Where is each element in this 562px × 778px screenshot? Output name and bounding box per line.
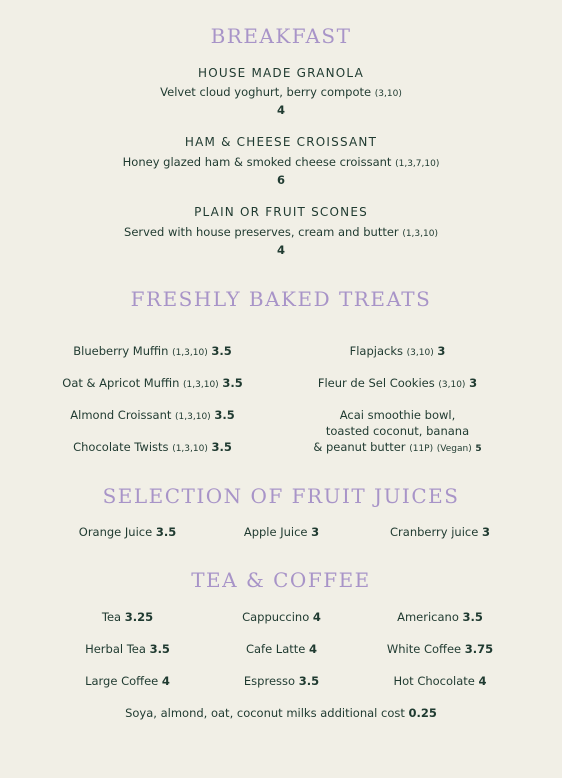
- acai-line1: Acai smoothie bowl,: [339, 408, 456, 422]
- treat-allergens: (1,3,10): [183, 380, 219, 390]
- croissant-price: 6: [276, 173, 285, 187]
- juice-price: 3: [311, 525, 320, 539]
- drink-price: 3.25: [124, 610, 154, 624]
- juice-price: 3.5: [155, 525, 177, 539]
- treat-name: Oat & Apricot Muffin: [62, 376, 180, 390]
- granola-desc-text: Velvet cloud yoghurt, berry compote: [160, 85, 372, 99]
- croissant-desc: [0, 155, 562, 169]
- granola-desc: [0, 85, 562, 99]
- treat-left-0: [40, 344, 265, 358]
- drink-price: 4: [312, 610, 321, 624]
- treat-allergens: (1,3,10): [172, 348, 208, 358]
- treat-name: Flapjacks: [349, 344, 403, 358]
- drink-0-1: [214, 610, 349, 624]
- drink-price: 4: [309, 642, 318, 656]
- tea-title: TEA & COFFEE: [191, 568, 371, 592]
- juice-2: [370, 525, 510, 539]
- treats-title: FRESHLY BAKED TREATS: [130, 287, 432, 311]
- juice-0: [60, 525, 195, 539]
- drink-price: 3.5: [149, 642, 170, 656]
- drink-1-2: [370, 642, 510, 656]
- treat-price: 3: [437, 344, 446, 358]
- juices-title: SELECTION OF FRUIT JUICES: [102, 484, 460, 508]
- juice-1: [214, 525, 349, 539]
- drink-name: Espresso: [243, 674, 296, 688]
- drink-price: 4: [161, 674, 170, 688]
- scones-allergens: (1,3,10): [402, 229, 438, 239]
- drink-price: 3.5: [298, 674, 320, 688]
- juice-name: Apple Juice: [243, 525, 308, 539]
- scones-name: PLAIN OR FRUIT SCONES: [194, 205, 368, 219]
- drink-2-0: [60, 674, 195, 688]
- drink-name: Large Coffee: [85, 674, 159, 688]
- drink-name: Tea: [101, 610, 122, 624]
- drink-price: 4: [478, 674, 487, 688]
- treat-left-1: [40, 376, 265, 390]
- treat-allergens: (3,10): [438, 380, 466, 390]
- drink-2-1: [214, 674, 349, 688]
- acai-vegan: (Vegan): [436, 444, 472, 454]
- juice-name: Cranberry juice: [390, 525, 479, 539]
- treat-price: 3.5: [211, 440, 232, 454]
- treat-allergens: (1,3,10): [175, 412, 211, 422]
- milk-note-text: Soya, almond, oat, coconut milks additional cost: [125, 706, 405, 720]
- treat-allergens: (1,3,10): [172, 444, 208, 454]
- treat-price: 3.5: [222, 376, 243, 390]
- milk-note-price: 0.25: [408, 706, 437, 720]
- drink-0-0: [60, 610, 195, 624]
- croissant-desc-text: Honey glazed ham & smoked cheese croissant: [122, 155, 392, 169]
- granola-name: HOUSE MADE GRANOLA: [197, 66, 365, 80]
- treat-allergens: (3,10): [406, 348, 434, 358]
- drink-name: Herbal Tea: [85, 642, 146, 656]
- treat-name: Chocolate Twists: [73, 440, 169, 454]
- treat-right-0: [285, 344, 510, 358]
- drink-name: Cafe Latte: [245, 642, 306, 656]
- treat-name: Almond Croissant: [70, 408, 172, 422]
- drink-1-0: [60, 642, 195, 656]
- acai-line2: toasted coconut, banana: [325, 424, 470, 438]
- acai-line3: [285, 440, 510, 454]
- drink-price: 3.75: [464, 642, 494, 656]
- drink-2-2: [370, 674, 510, 688]
- acai-line3-text: & peanut butter: [313, 440, 406, 454]
- drink-1-1: [214, 642, 349, 656]
- acai-price: 5: [475, 444, 482, 454]
- treat-price: 3: [469, 376, 478, 390]
- treat-price: 3.5: [211, 344, 232, 358]
- croissant-allergens: (1,3,7,10): [395, 159, 440, 169]
- juice-name: Orange Juice: [78, 525, 153, 539]
- scones-price: 4: [276, 243, 285, 257]
- drink-name: Americano: [397, 610, 459, 624]
- croissant-name: HAM & CHEESE CROISSANT: [184, 135, 378, 149]
- scones-desc: [0, 225, 562, 239]
- treat-name: Blueberry Muffin: [73, 344, 169, 358]
- juice-price: 3: [481, 525, 490, 539]
- drink-name: Hot Chocolate: [393, 674, 475, 688]
- milk-note: [0, 706, 562, 720]
- scones-desc-text: Served with house preserves, cream and butter: [124, 225, 399, 239]
- acai-allergens: (11P): [409, 444, 434, 454]
- breakfast-title: BREAKFAST: [210, 24, 352, 48]
- treat-left-2: [40, 408, 265, 422]
- drink-price: 3.5: [462, 610, 483, 624]
- treat-left-3: [40, 440, 265, 454]
- drink-name: Cappuccino: [242, 610, 310, 624]
- granola-allergens: (3,10): [374, 89, 402, 99]
- drink-0-2: [370, 610, 510, 624]
- drink-name: White Coffee: [386, 642, 462, 656]
- treat-right-1: [285, 376, 510, 390]
- granola-price: 4: [276, 103, 285, 117]
- treat-name: Fleur de Sel Cookies: [317, 376, 435, 390]
- treat-price: 3.5: [214, 408, 235, 422]
